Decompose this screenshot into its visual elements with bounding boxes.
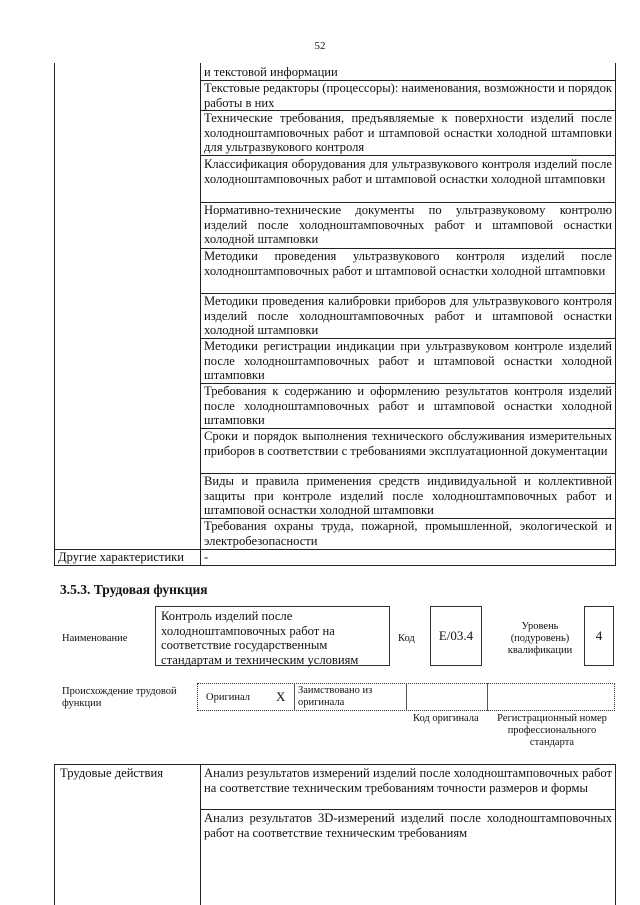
function-name: Контроль изделий после холодноштамповочных работ на соответствие государственным стандартам и техническим условиям: [161, 609, 359, 667]
knowledge-row: Методики проведения ультразвукового контроля изделий после холодноштамповочных работ и штамповой оснастки холодной штамповки: [204, 249, 612, 278]
knowledge-row: Требования к содержанию и оформлению результатов контроля изделий после холодноштамповочных работ и штамповой оснастки холодной штамповки: [204, 384, 612, 428]
origin-label: Происхождение трудовой функции: [62, 686, 177, 709]
knowledge-row: Методики регистрации индикации при ультразвуковом контроле изделий после холодноштамповочных работ и штамповой оснастки холодной штамповки: [204, 339, 612, 383]
original-label: Оригинал: [206, 692, 250, 703]
code-label: Код: [398, 633, 415, 644]
borrowed-label: Заимствовано из оригинала: [298, 685, 373, 708]
knowledge-row: Текстовые редакторы (процессоры): наименования, возможности и порядок работы в них: [204, 81, 612, 110]
other-characteristics-value: -: [204, 550, 209, 564]
code-value: E/03.4: [438, 628, 474, 643]
level-value: 4: [595, 628, 603, 643]
knowledge-row: Виды и правила применения средств индивидуальной и коллективной защиты при контроле изделий после холодноштамповочных работ и штамповой оснастки холодной штамповки: [204, 474, 612, 518]
page-number: 52: [314, 40, 326, 52]
knowledge-row: и текстовой информации: [204, 65, 338, 79]
knowledge-row: Технические требования, предъявляемые к поверхности изделий после холодноштамповочных работ и штамповой оснастки холодной штамповки для ультразвукового контроля: [204, 111, 612, 155]
knowledge-row: Классификация оборудования для ультразвукового контроля изделий после холодноштамповочных работ и штамповой оснастки холодной штамповки: [204, 157, 612, 186]
knowledge-row: Требования охраны труда, пожарной, промышленной, экологической и электробезопасности: [204, 519, 612, 548]
original-mark: X: [276, 689, 286, 704]
knowledge-row: Нормативно-технические документы по ультразвуковому контролю изделий после холодноштамповочных работ и штамповой оснастки холодной штамповки: [204, 203, 612, 247]
section-heading: 3.5.3. Трудовая функция: [60, 582, 208, 597]
knowledge-row: Методики проведения калибровки приборов для ультразвукового контроля изделий после холодноштамповочных работ и штамповой оснастки холодной штамповки: [204, 294, 612, 338]
other-characteristics-label: Другие характеристики: [58, 550, 185, 564]
labor-action-row: Анализ результатов измерений изделий после холодноштамповочных работ на соответствие техническим требованиям точности размеров и формы: [204, 766, 612, 795]
knowledge-row: Сроки и порядок выполнения технического обслуживания измерительных приборов в соответствии с требованиями эксплуатационной документации: [204, 429, 612, 458]
code-original-label: Код оригинала: [413, 713, 479, 724]
labor-actions-label: Трудовые действия: [60, 766, 164, 780]
name-label: Наименование: [62, 633, 128, 644]
reg-number-label: Регистрационный номер профессионального стандарта: [497, 713, 607, 748]
level-label: Уровень (подуровень) квалификации: [507, 621, 573, 656]
labor-action-row: Анализ результатов 3D-измерений изделий после холодноштамповочных работ на соответствие техническим требованиям: [204, 811, 612, 840]
